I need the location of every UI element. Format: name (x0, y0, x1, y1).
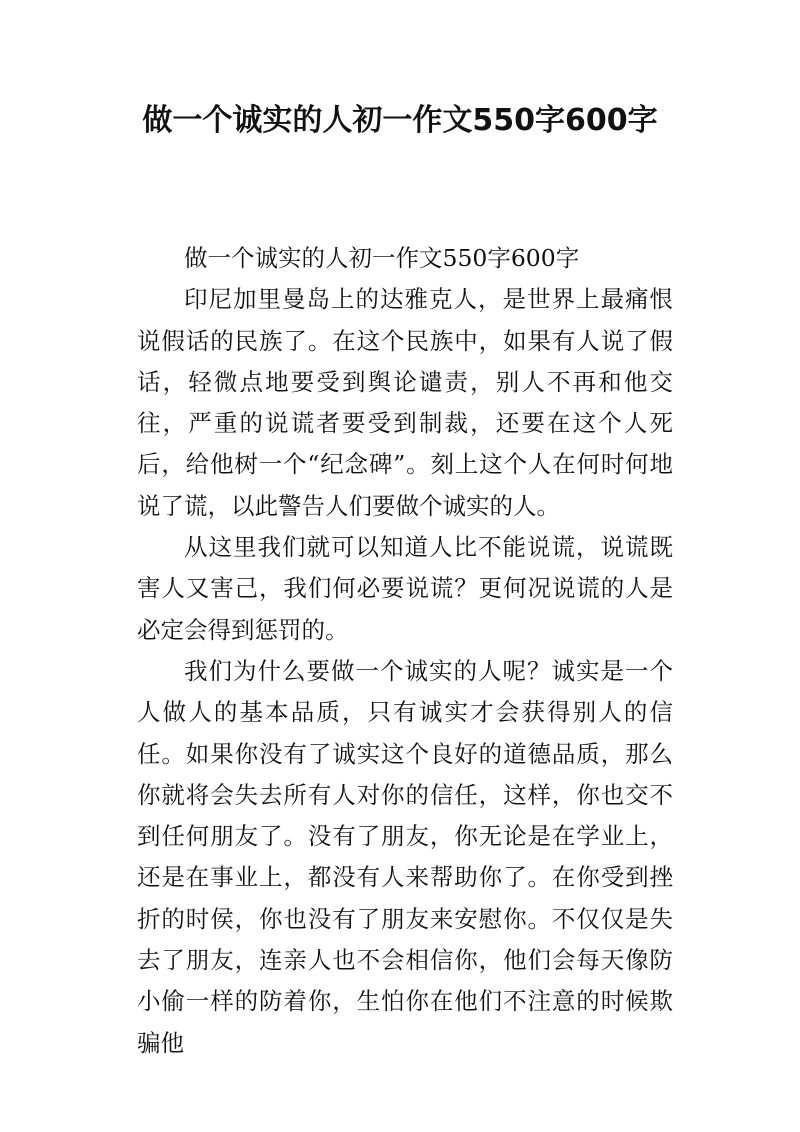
body-paragraph: 我们为什么要做一个诚实的人呢？诚实是一个人做人的基本品质，只有诚实才会获得别人的信任。如果你没有了诚实这个良好的道德品质，那么你就将会失去所有人对你的信任，这样，你也交不到任何朋友了。没有了朋友，你无论是在学业上，还是在事业上，都没有人来帮助你了。在你受到挫折的时侯，你也没有了朋友来安慰你。不仅仅是失去了朋友，连亲人也不会相信你，他们会每天像防小偷一样的防着你，生怕你在他们不注意的时候欺骗他 (137, 656, 673, 1057)
document-title: 做一个诚实的人初一作文550字600字 (142, 103, 658, 138)
body-paragraph: 印尼加里曼岛上的达雅克人，是世界上最痛恨说假话的民族了。在这个民族中，如果有人说了假话，轻微点地要受到舆论谴责，别人不再和他交往，严重的说谎者要受到制裁，还要在这个人死后，给他树一个“纪念碑”。刻上这个人在何时何地说了谎，以此警告人们要做个诚实的人。 (137, 285, 673, 520)
subtitle-paragraph: 做一个诚实的人初一作文550字600字 (184, 244, 580, 272)
body-paragraph: 从这里我们就可以知道人比不能说谎，说谎既害人又害己，我们何必要说谎？更何况说谎的人是必定会得到惩罚的。 (137, 533, 673, 644)
document-body (137, 238, 673, 1064)
